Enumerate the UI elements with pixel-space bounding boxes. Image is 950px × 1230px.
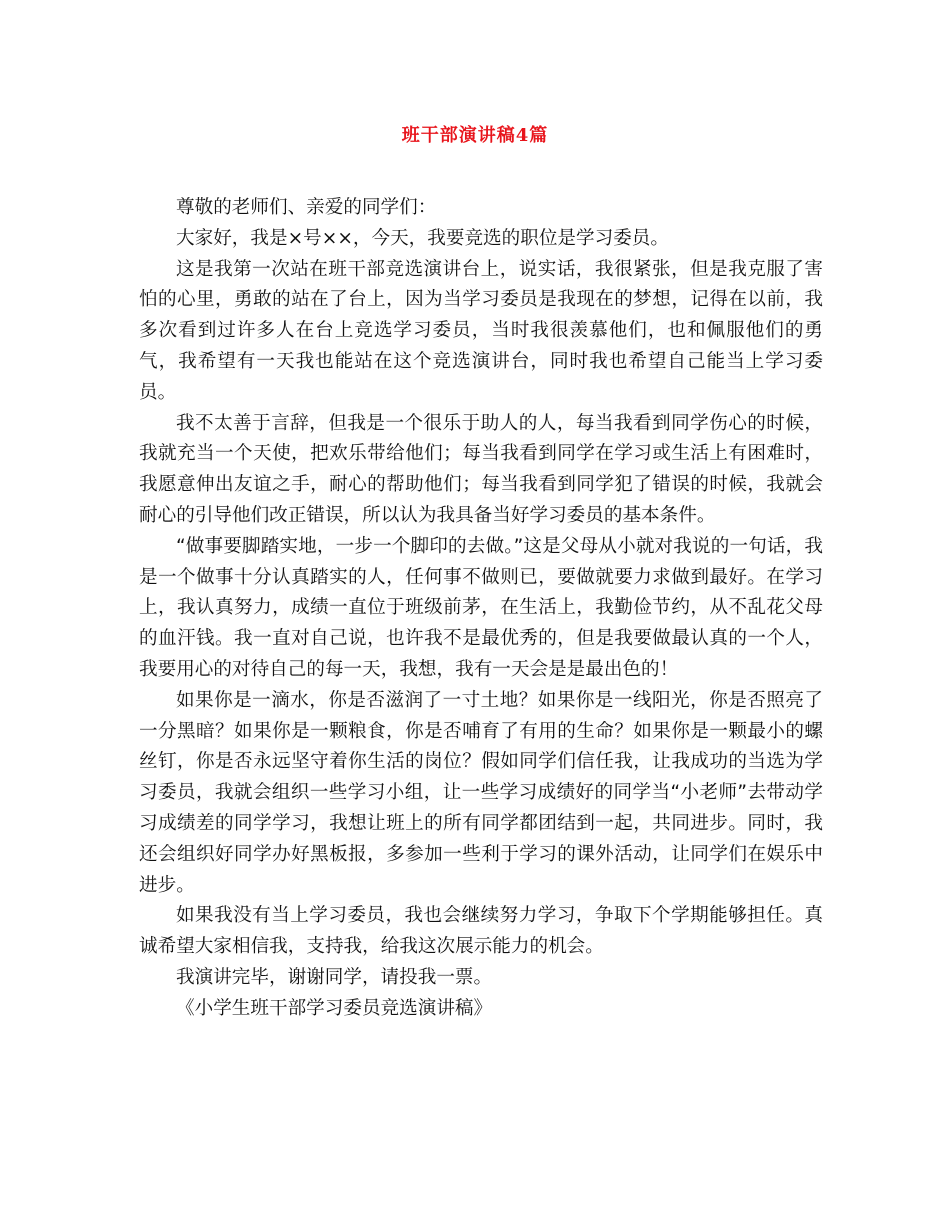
paragraph-down-to-earth: “做事要脚踏实地，一步一个脚印的去做。”这是父母从小就对我说的一句话，我是一个做事十分认真踏实的人，任何事不做则已，要做就要力求做到最好。在学习上，我认真努力，成绩一直位于班级前茅，在生活上，我勤俭节约，从不乱花父母的血汗钱。我一直对自己说，也许我不是最优秀的，但是我要做最认真的一个人，我要用心的对待自己的每一天，我想，我有一天会是是最出色的！ <box>139 535 823 680</box>
paragraph-first-time: 这是我第一次站在班干部竞选演讲台上，说实话，我很紧张，但是我克服了害怕的心里，勇敢的站在了台上，因为当学习委员是我现在的梦想，记得在以前，我多次看到过许多人在台上竞选学习委员，当时我很羡慕他们，也和佩服他们的勇气，我希望有一天我也能站在这个竞选演讲台，同时我也希望自己能当上学习委员。 <box>139 258 823 403</box>
paragraph-closing: 我演讲完毕，谢谢同学，请投我一票。 <box>176 966 493 988</box>
paragraph-plans: 如果你是一滴水，你是否滋润了一寸土地？如果你是一线阳光，你是否照亮了一分黑暗？如果你是一颗粮食，你是否哺育了有用的生命？如果你是一颗最小的螺丝钉，你是否永远坚守着你生活的岗位？假如同学们信任我，让我成功的当选为学习委员，我就会组织一些学习小组，让一些学习成绩好的同学当“小老师”去带动学习成绩差的同学学习，我想让班上的所有同学都团结到一起，共同进步。同时，我还会组织好同学办好黑板报，多参加一些利于学习的课外活动，让同学们在娱乐中进步。 <box>139 689 823 896</box>
document-body <box>139 193 823 1025</box>
paragraph-greeting: 大家好，我是×号××，今天，我要竞选的职位是学习委员。 <box>176 227 669 249</box>
paragraph-salutation: 尊敬的老师们、亲爱的同学们： <box>176 197 437 218</box>
document-title: 班干部演讲稿4篇 <box>401 125 549 146</box>
paragraph-helpful: 我不太善于言辞，但我是一个很乐于助人的人，每当我看到同学伤心的时候，我就充当一个天使，把欢乐带给他们；每当我看到同学在学习或生活上有困难时，我愿意伸出友谊之手，耐心的帮助他们；每当我看到同学犯了错误的时候，我就会耐心的引导他们改正错误，所以认为我具备当好学习委员的基本条件。 <box>139 412 823 526</box>
paragraph-source-title: 《小学生班干部学习委员竞选演讲稿》 <box>176 997 493 1019</box>
paragraph-if-not-elected: 如果我没有当上学习委员，我也会继续努力学习，争取下个学期能够担任。真诚希望大家相信我，支持我，给我这次展示能力的机会。 <box>139 905 823 958</box>
